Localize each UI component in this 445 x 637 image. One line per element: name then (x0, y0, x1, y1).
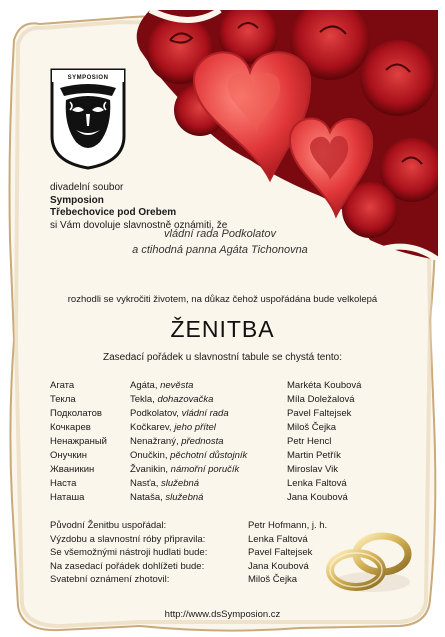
cast-russian-name: Подколатов (50, 408, 102, 419)
cast-actor: Pavel Faltejsek (287, 408, 352, 419)
cast-character: Kočkarev, (130, 422, 172, 433)
credit-name: Pavel Faltejsek (248, 547, 313, 558)
wedding-rings-icon (324, 520, 416, 600)
credit-name: Lenka Faltová (248, 533, 308, 545)
cast-list (50, 380, 410, 506)
cast-actor: Jana Koubová (287, 492, 348, 503)
cast-czech-role (130, 436, 224, 447)
cast-character-desc: služebná (165, 492, 204, 503)
ensemble-name: Symposion (50, 194, 104, 206)
cast-character-desc: dohazovačka (157, 394, 214, 405)
ensemble-town: Třebechovice pod Orebem (50, 207, 177, 218)
cast-russian-name: Онучкин (50, 450, 88, 461)
credit-role: Výzdobu a slavnostní róby připravila: (50, 533, 206, 545)
cast-russian-name: Ненажраный (50, 436, 107, 447)
intro-line-4: si Vám dovoluje slavnostně oznámiti, že (50, 219, 228, 231)
cast-czech-role (130, 422, 216, 433)
cast-actor: Míla Doležalová (287, 394, 355, 405)
cast-czech-role (130, 394, 213, 405)
credit-role: Se všemožnými nástroji hudlati bude: (50, 547, 208, 558)
cast-character-desc: služebná (161, 478, 200, 489)
cast-character: Nasťa, (130, 478, 159, 489)
cast-character-desc: nevěsta (160, 380, 194, 391)
cast-russian-name: Агата (50, 380, 75, 391)
cast-character: Agáta, (130, 380, 158, 391)
cast-actor: Markéta Koubová (287, 380, 362, 391)
symposion-logo (48, 66, 128, 170)
cast-row (50, 492, 410, 506)
cast-row (50, 450, 410, 464)
cast-row (50, 464, 410, 478)
cast-actor: Miroslav Vik (287, 464, 339, 475)
cast-russian-name: Кочкарев (50, 422, 91, 433)
cast-czech-role (130, 492, 203, 503)
cast-row (50, 478, 410, 492)
bride-line: a ctihodná panna Agáta Tichonovna (132, 244, 308, 256)
cast-russian-name: Наташа (50, 492, 85, 503)
cast-character-desc: jeho přítel (174, 422, 216, 433)
cast-character: Nataša, (130, 492, 163, 503)
cast-row (50, 380, 410, 394)
cast-actor: Petr Hencl (287, 436, 332, 447)
credit-name: Jana Koubová (248, 560, 309, 572)
credit-role: Svatební oznámení zhotovil: (50, 574, 170, 585)
cast-character: Onučkin, (130, 450, 168, 461)
website-link[interactable]: http://www.dsSymposion.cz (164, 609, 281, 620)
cast-character: Nenažraný, (130, 436, 179, 447)
cast-row (50, 394, 410, 408)
cast-russian-name: Жваникин (50, 464, 95, 475)
cast-russian-name: Текла (50, 394, 76, 405)
intro-block (50, 182, 227, 232)
cast-czech-role (130, 408, 229, 419)
cast-russian-name: Наста (50, 478, 77, 489)
groom-line: vládní rada Podkolatov (164, 228, 276, 240)
cast-actor: Lenka Faltová (287, 478, 347, 489)
cast-czech-role (130, 380, 193, 391)
credit-name: Miloš Čejka (248, 574, 298, 585)
credit-role: Na zasedací pořádek dohlížeti bude: (50, 560, 205, 572)
credit-name: Petr Hofmann, j. h. (248, 520, 328, 531)
cast-czech-role (130, 478, 199, 489)
cast-row (50, 408, 410, 422)
cast-character: Tekla, (130, 394, 155, 405)
cast-character: Podkolatov, (130, 408, 179, 419)
cast-czech-role (130, 464, 239, 475)
intro-line-1: divadelní soubor (50, 182, 124, 193)
cast-character: Žvanikin, (130, 464, 169, 475)
cast-character-desc: přednosta (181, 436, 224, 447)
cast-row (50, 436, 410, 450)
couple-block (100, 226, 340, 258)
logo-text: SYMPOSION (67, 75, 109, 81)
credit-role: Původní Ženitbu uspořádal: (50, 520, 167, 531)
cast-row (50, 422, 410, 436)
decided-line: rozhodli se vykročiti životem, na důkaz čehož uspořádána bude velkolepá (67, 294, 378, 305)
cast-character-desc: pěchotní důstojník (170, 450, 248, 461)
cast-character-desc: námořní poručík (170, 464, 240, 475)
cast-czech-role (130, 450, 247, 461)
play-title: ŽENITBA (170, 316, 275, 342)
cast-actor: Martin Petřík (287, 450, 341, 461)
cast-actor: Miloš Čejka (287, 422, 337, 433)
cast-character-desc: vládní rada (181, 408, 229, 419)
seating-intro: Zasedací pořádek u slavnostní tabule se chystá tento: (102, 352, 343, 363)
